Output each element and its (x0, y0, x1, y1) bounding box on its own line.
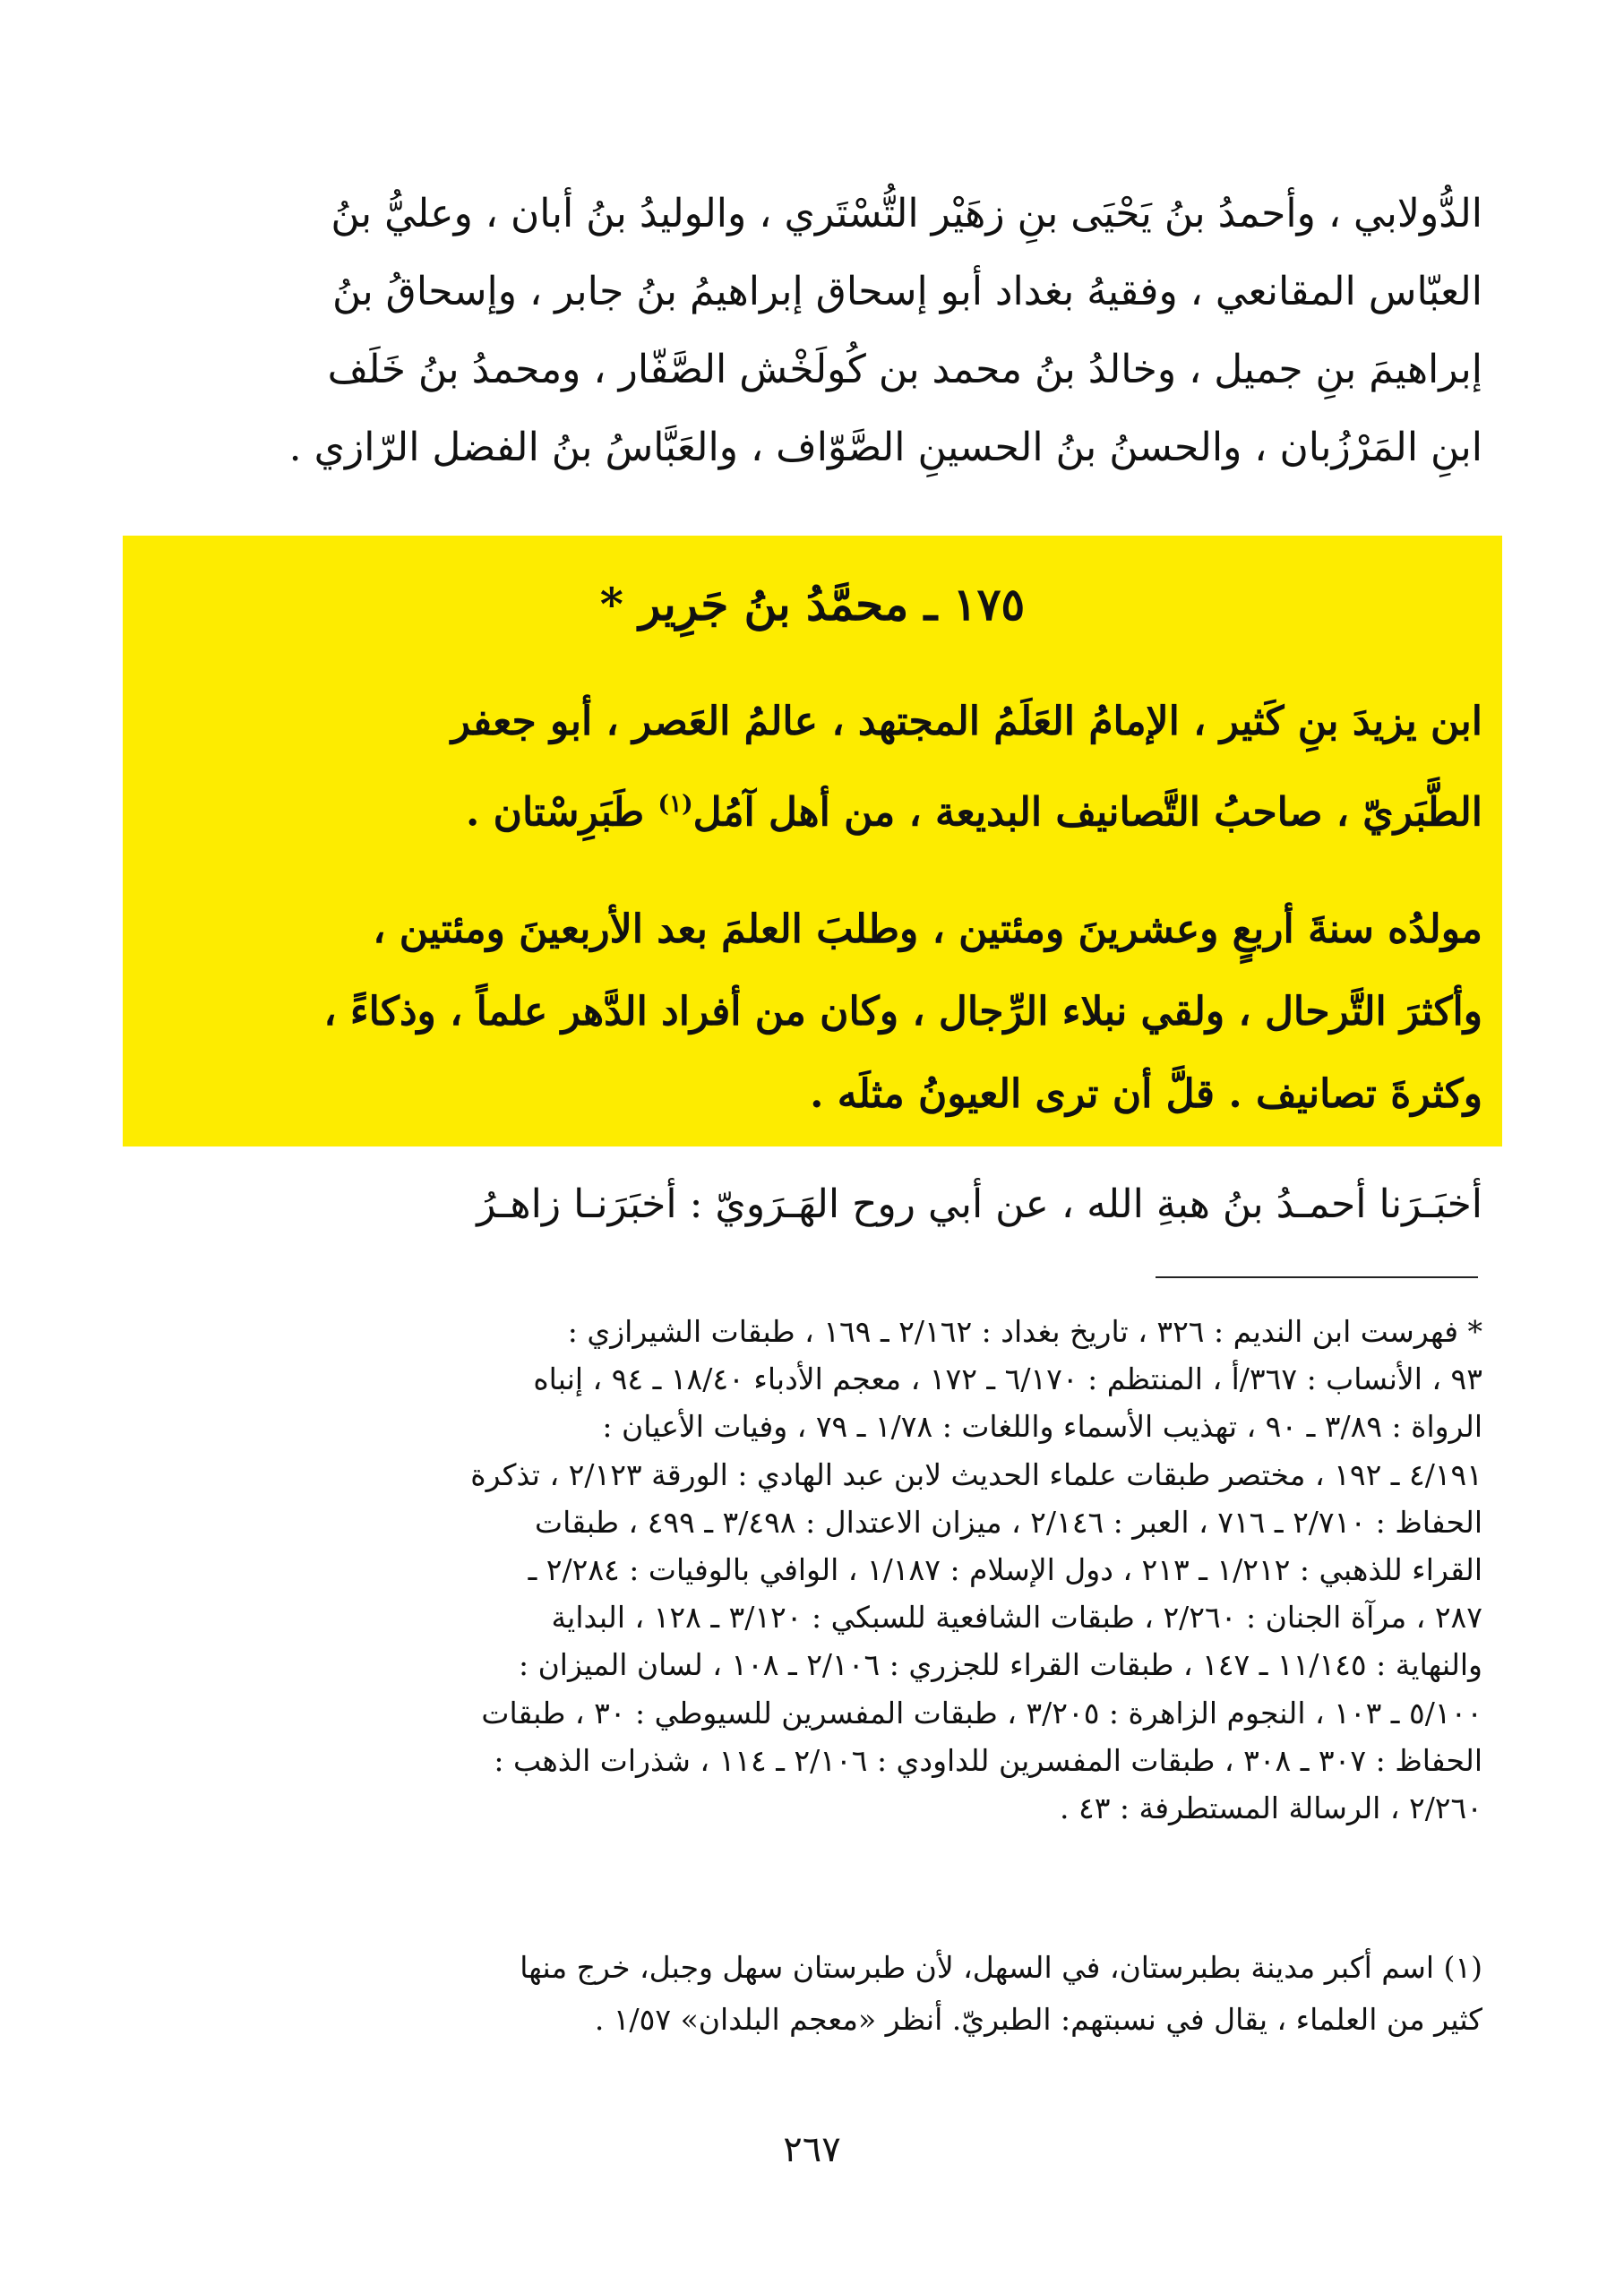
reference-line: القراء للذهبي : ١/٢١٢ ـ ٢١٣ ، دول الإسلام : ١/١٨٧ ، الوافي بالوفيات : ٢/٢٨٤ ـ (528, 1552, 1482, 1588)
page-number: ٢٦٧ (783, 2129, 841, 2170)
reference-line: ٩٣ ، الأنساب : ٣٦٧/أ ، المنتظم : ٦/١٧٠ ـ ١٧٢ ، معجم الأدباء ١٨/٤٠ ـ ٩٤ ، إنباه (533, 1361, 1482, 1397)
reference-line: ٢٨٧ ، مرآة الجنان : ٢/٢٦٠ ، طبقات الشافعية للسبكي : ٣/١٢٠ ـ ١٢٨ ، البداية (551, 1600, 1482, 1636)
text-line: وأكثرَ التَّرحال ، ولقي نبلاء الرِّجال ، وكان من أفراد الدَّهر علماً ، وذكاءً ، (323, 989, 1482, 1035)
reference-line: الرواة : ٣/٨٩ ـ ٩٠ ، تهذيب الأسماء واللغات : ١/٧٨ ـ ٧٩ ، وفيات الأعيان : (602, 1409, 1482, 1445)
biography-paragraph-1 (157, 681, 1482, 855)
reference-line: * فهرست ابن النديم : ٣٢٦ ، تاريخ بغداد : ٢/١٦٢ ـ ١٦٩ ، طبقات الشيرازي : (567, 1314, 1482, 1349)
text-fragment: طَبَرِسْتان . (466, 789, 658, 836)
footnote (157, 1942, 1482, 2046)
continuation-paragraph (157, 175, 1482, 486)
reference-line: ٤/١٩١ ـ ١٩٢ ، مختصر طبقات علماء الحديث لابن عبد الهادي : الورقة ٢/١٢٣ ، تذكرة (470, 1456, 1482, 1492)
isnad-line (157, 1173, 1482, 1236)
text-line: أخبَـرَنا أحمـدُ بنُ هبةِ الله ، عن أبي روح الهَـرَويّ : أخبَرَنـا زاهـرُ (477, 1181, 1482, 1227)
text-fragment: الطَّبَريّ ، صاحبُ التَّصانيف البديعة ، من أهل آمُل (692, 789, 1482, 836)
text-line: العبّاس المقانعي ، وفقيهُ بغداد أبو إسحاق إبراهيمُ بنُ جابر ، وإسحاقُ بنُ (331, 269, 1482, 314)
reference-line: الحفاظ : ٢/٧١٠ ـ ٧١٦ ، العبر : ٢/١٤٦ ، ميزان الاعتدال : ٣/٤٩٨ ـ ٤٩٩ ، طبقات (535, 1504, 1482, 1540)
reference-line: الحفاظ : ٣٠٧ ـ ٣٠٨ ، طبقات المفسرين للداودي : ٢/١٠٦ ـ ١١٤ ، شذرات الذهب : (494, 1742, 1482, 1778)
text-line: إبراهيمَ بنِ جميل ، وخالدُ بنُ محمد بن كُولَخْش الصَّفّار ، ومحمدُ بنُ خَلَف (327, 347, 1482, 392)
text-line: الدُّولابي ، وأحمدُ بنُ يَحْيَى بنِ زهَيْر التُّسْتَري ، والوليدُ بنُ أبان ، وعليُّ بنُ (331, 191, 1482, 236)
footnote-line: (١) اسم أكبر مدينة بطبرستان، في السهل، لأن طبرستان سهل وجبل، خرج منها (520, 1950, 1482, 1985)
reference-line: والنهاية : ١١/١٤٥ ـ ١٤٧ ، طبقات القراء للجزري : ٢/١٠٦ ـ ١٠٨ ، لسان الميزان : (518, 1647, 1482, 1683)
footnote-divider (1156, 1276, 1478, 1278)
biography-paragraph-2 (157, 889, 1482, 1136)
text-line: مولدُه سنةَ أربعٍ وعشرينَ ومئتين ، وطلبَ العلمَ بعد الأربعينَ ومئتين ، (373, 906, 1482, 952)
text-line: وكثرةَ تصانيف . قلَّ أن ترى العيونُ مثلَه . (810, 1071, 1482, 1117)
footnote-line: كثير من العلماء ، يقال في نسبتهم: الطبريّ. أنظر «معجم البلدان» ١/٥٧ . (594, 2002, 1482, 2037)
footnote-marker: (١) (657, 790, 693, 818)
references-note (157, 1308, 1482, 1832)
reference-line: ٥/١٠٠ ـ ١٠٣ ، النجوم الزاهرة : ٣/٢٠٥ ، طبقات المفسرين للسيوطي : ٣٠ ، طبقات (481, 1695, 1482, 1730)
text-line: ابن يزيدَ بنِ كَثير ، الإمامُ العَلَمُ المجتهد ، عالمُ العَصر ، أبو جعفر (451, 699, 1482, 744)
biography-title: ١٧٥ ـ محمَّدُ بنُ جَرِير * (599, 578, 1026, 631)
reference-line: ٢/٢٦٠ ، الرسالة المستطرفة : ٤٣ . (1059, 1791, 1482, 1826)
text-line (157, 763, 1482, 855)
text-line: ابنِ المَرْزُبان ، والحسنُ بنُ الحسينِ الصَّوّاف ، والعَبَّاسُ بنُ الفضل الرّازي . (288, 425, 1482, 470)
